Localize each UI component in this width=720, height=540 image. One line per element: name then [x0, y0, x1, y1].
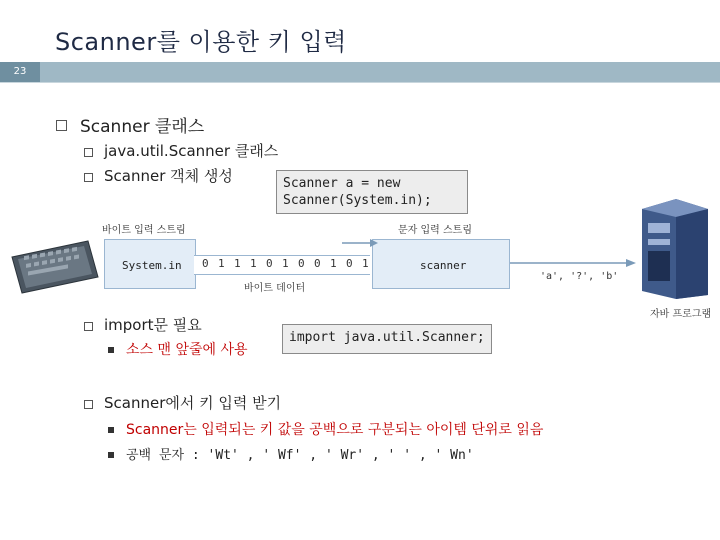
sub-bullet-icon [84, 148, 93, 157]
bullet-icon [56, 120, 67, 131]
keyboard-icon [8, 237, 100, 295]
sub-bullet-java-util-scanner: java.util.Scanner 클래스 [104, 142, 279, 160]
bit: 0 [298, 257, 305, 270]
scanner-label: scanner [420, 259, 467, 272]
scanner-reads-items: Scanner는 입력되는 키 값을 공백으로 구분되는 아이템 단위로 읽음 [126, 422, 544, 438]
bit: 0 [346, 257, 353, 270]
byte-data-label: 바이트 데이터 [244, 283, 306, 294]
stream-diagram [0, 215, 720, 320]
bullet-key-input: Scanner에서 키 입력 받기 [104, 394, 282, 412]
bullet-import: import문 필요 [104, 316, 202, 334]
page-bar [0, 62, 720, 82]
square-bullet-icon [108, 347, 114, 353]
code-line: Scanner(System.in); [283, 193, 432, 208]
divider [0, 82, 720, 83]
bit: 0 [202, 257, 209, 270]
bit: 1 [362, 257, 369, 270]
arrow-icon [340, 233, 380, 249]
page-title: Scanner를 이용한 키 입력 [55, 28, 347, 56]
bit: 0 [266, 257, 273, 270]
system-in-label: System.in [122, 259, 182, 272]
bit: 0 [314, 257, 321, 270]
byte-stream-label: 바이트 입력 스트림 [102, 225, 186, 236]
page-number: 23 [0, 62, 40, 82]
bit: 1 [234, 257, 241, 270]
char-stream-label: 문자 입력 스트림 [398, 225, 472, 236]
computer-tower-icon [636, 195, 714, 301]
sub-bullet-icon [84, 400, 93, 409]
code-line: Scanner a = new [283, 176, 401, 191]
import-usage: 소스 맨 앞줄에 사용 [126, 342, 248, 358]
square-bullet-icon [108, 452, 114, 458]
square-bullet-icon [108, 427, 114, 433]
chars-label: 'a', '?', 'b' [540, 271, 619, 282]
bit: 1 [330, 257, 337, 270]
code-scanner-new [276, 170, 468, 214]
bit: 1 [282, 257, 289, 270]
sub-bullet-icon [84, 173, 93, 182]
java-program-label: 자바 프로그램 [650, 309, 712, 320]
code-import: import java.util.Scanner; [282, 324, 492, 354]
bullet-scanner-class: Scanner 클래스 [80, 117, 205, 137]
sub-bullet-scanner-object: Scanner 객체 생성 [104, 167, 233, 185]
bit: 1 [218, 257, 225, 270]
whitespace-chars: 공백 문자 : 'Wt' , ' Wf' , ' Wr' , ' ' , ' Wn' [126, 448, 474, 463]
bit: 1 [250, 257, 257, 270]
arrow-icon [508, 255, 638, 271]
sub-bullet-icon [84, 322, 93, 331]
